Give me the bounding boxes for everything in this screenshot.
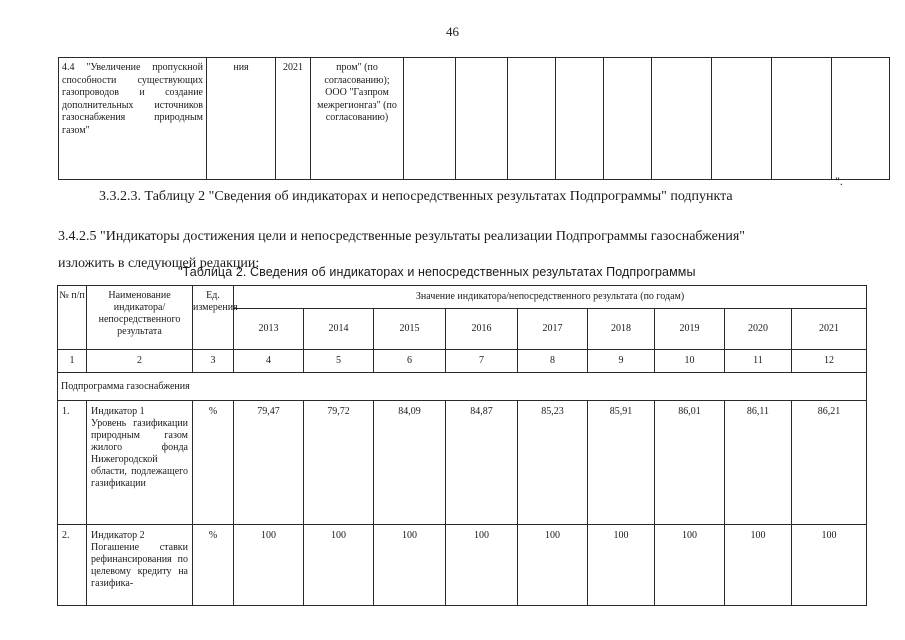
- amendment-paragraph-line-3: изложить в следующей редакции:: [58, 256, 260, 271]
- indicator-value: 100: [304, 525, 374, 606]
- empty-cell: [652, 58, 712, 180]
- header-num: № п/п: [58, 286, 87, 350]
- empty-cell: [508, 58, 556, 180]
- column-numbers-row: [58, 350, 867, 373]
- column-number: 10: [655, 350, 725, 373]
- indicators-table: [57, 285, 867, 606]
- indicator-value: 100: [374, 525, 446, 606]
- indicator-name-cell: [87, 401, 193, 525]
- column-number: 12: [792, 350, 867, 373]
- column-number: 5: [304, 350, 374, 373]
- amendment-paragraph-line-1: 3.3.2.3. Таблицу 2 "Сведения об индикаторах и непосредственных результатах Подпрограммы" подпункта: [99, 189, 733, 204]
- header-values-group: Значение индикатора/непосредственного результата (по годам): [234, 286, 867, 309]
- year-header: 2013: [234, 309, 304, 350]
- header-unit: Ед. измерения: [193, 286, 234, 350]
- indicator-value: 100: [446, 525, 518, 606]
- year-header: 2016: [446, 309, 518, 350]
- empty-cell: [712, 58, 772, 180]
- indicator-name-cell: [87, 525, 193, 606]
- indicator-value: 86,21: [792, 401, 867, 525]
- year-header: 2017: [518, 309, 588, 350]
- continuation-table: [58, 57, 890, 180]
- indicator-value: 100: [518, 525, 588, 606]
- measure-source-cell: пром" (по согласованию); ООО "Газпром межрегионгаз" (по согласованию): [311, 58, 404, 180]
- year-header: 2021: [792, 309, 867, 350]
- measure-name-cell: 4.4 "Увеличение пропускной способности существующих газопроводов и создание дополнительных источников газоснабжения природным газом": [59, 58, 207, 180]
- empty-cell: [772, 58, 832, 180]
- indicator-unit: %: [193, 525, 234, 606]
- column-number: 6: [374, 350, 446, 373]
- header-row: [58, 286, 867, 309]
- indicator-unit: %: [193, 401, 234, 525]
- empty-cell: [556, 58, 604, 180]
- indicator-description: Уровень газификации природным газом жилого фонда Нижегородской области, подлежащего газификации: [91, 418, 188, 489]
- column-number: 4: [234, 350, 304, 373]
- column-number: 1: [58, 350, 87, 373]
- amendment-paragraph-line-2: 3.4.2.5 "Индикаторы достижения цели и непосредственные результаты реализации Подпрограммы газоснабжения": [58, 229, 746, 244]
- indicator-value: 100: [588, 525, 655, 606]
- indicator-value: 100: [792, 525, 867, 606]
- empty-cell: [832, 58, 890, 180]
- indicator-title: Индикатор 2: [91, 530, 145, 541]
- empty-cell: [604, 58, 652, 180]
- indicator-value: 79,47: [234, 401, 304, 525]
- row-number: 1.: [58, 401, 87, 525]
- table-row: [58, 401, 867, 525]
- column-number: 8: [518, 350, 588, 373]
- column-number: 3: [193, 350, 234, 373]
- year-header: 2019: [655, 309, 725, 350]
- column-number: 11: [725, 350, 792, 373]
- empty-cell: [456, 58, 508, 180]
- column-number: 9: [588, 350, 655, 373]
- column-number: 2: [87, 350, 193, 373]
- measure-year-cell: 2021: [276, 58, 311, 180]
- indicator-value: 100: [725, 525, 792, 606]
- indicator-value: 100: [655, 525, 725, 606]
- indicator-value: 85,23: [518, 401, 588, 525]
- page-number: 46: [446, 24, 459, 39]
- measure-unit-cell: ния: [207, 58, 276, 180]
- indicator-value: 85,91: [588, 401, 655, 525]
- year-header: 2015: [374, 309, 446, 350]
- table-row: [58, 525, 867, 606]
- indicator-description: Погашение ставки рефинансирования по целевому кредиту на газифика-: [91, 542, 188, 589]
- indicator-value: 84,09: [374, 401, 446, 525]
- empty-cell: [404, 58, 456, 180]
- section-title: Подпрограмма газоснабжения: [58, 373, 867, 401]
- table-caption: "Таблица 2. Сведения об индикаторах и непосредственных результатах Подпрограммы: [178, 265, 696, 279]
- year-header: 2020: [725, 309, 792, 350]
- indicator-value: 79,72: [304, 401, 374, 525]
- indicator-value: 100: [234, 525, 304, 606]
- column-number: 7: [446, 350, 518, 373]
- indicator-title: Индикатор 1: [91, 406, 145, 417]
- closing-quote: ".: [835, 174, 843, 188]
- row-number: 2.: [58, 525, 87, 606]
- year-header: 2014: [304, 309, 374, 350]
- indicator-value: 84,87: [446, 401, 518, 525]
- indicator-value: 86,01: [655, 401, 725, 525]
- section-row: [58, 373, 867, 401]
- year-header: 2018: [588, 309, 655, 350]
- header-name: Наименование индикатора/непосредственного результата: [87, 286, 193, 350]
- indicator-value: 86,11: [725, 401, 792, 525]
